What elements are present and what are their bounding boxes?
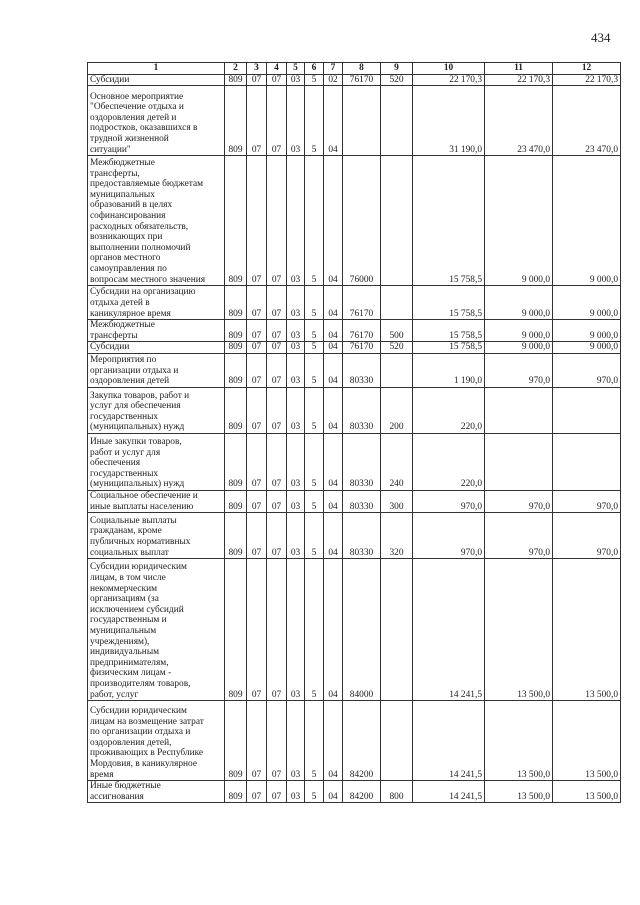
code-col4: 07 bbox=[267, 387, 287, 433]
amount-col11 bbox=[485, 387, 553, 433]
code-col5: 03 bbox=[287, 156, 305, 286]
column-header-5: 5 bbox=[287, 63, 305, 75]
code-col9: 500 bbox=[381, 320, 413, 342]
amount-col11: 13 500,0 bbox=[485, 781, 553, 803]
code-col7: 04 bbox=[324, 490, 343, 512]
code-col9 bbox=[381, 559, 413, 701]
code-col4: 07 bbox=[267, 781, 287, 803]
amount-col11: 22 170,3 bbox=[485, 74, 553, 86]
table-row bbox=[88, 342, 621, 354]
code-col6: 5 bbox=[305, 490, 324, 512]
code-col6: 5 bbox=[305, 286, 324, 320]
table-row bbox=[88, 286, 621, 320]
code-col5: 03 bbox=[287, 559, 305, 701]
code-col2: 809 bbox=[225, 320, 247, 342]
code-col7: 04 bbox=[324, 342, 343, 354]
code-col9 bbox=[381, 86, 413, 156]
column-header-1: 1 bbox=[88, 63, 225, 75]
table-row bbox=[88, 513, 621, 559]
code-col8 bbox=[343, 86, 381, 156]
amount-col12 bbox=[553, 387, 621, 433]
code-col3: 07 bbox=[247, 559, 267, 701]
code-col4: 07 bbox=[267, 86, 287, 156]
code-col7: 04 bbox=[324, 433, 343, 490]
code-col9 bbox=[381, 701, 413, 781]
code-col3: 07 bbox=[247, 387, 267, 433]
amount-col11: 970,0 bbox=[485, 353, 553, 387]
code-col9 bbox=[381, 156, 413, 286]
header-row bbox=[88, 63, 621, 75]
column-header-11: 11 bbox=[485, 63, 553, 75]
code-col4: 07 bbox=[267, 513, 287, 559]
code-col3: 07 bbox=[247, 86, 267, 156]
column-header-4: 4 bbox=[267, 63, 287, 75]
code-col8: 84200 bbox=[343, 781, 381, 803]
amount-col12: 13 500,0 bbox=[553, 701, 621, 781]
code-col3: 07 bbox=[247, 781, 267, 803]
amount-col10: 22 170,3 bbox=[413, 74, 485, 86]
code-col8: 80330 bbox=[343, 387, 381, 433]
code-col6: 5 bbox=[305, 387, 324, 433]
code-col6: 5 bbox=[305, 781, 324, 803]
amount-col10: 970,0 bbox=[413, 513, 485, 559]
table-row bbox=[88, 781, 621, 803]
code-col8: 80330 bbox=[343, 353, 381, 387]
code-col4: 07 bbox=[267, 559, 287, 701]
amount-col11: 9 000,0 bbox=[485, 342, 553, 354]
code-col7: 04 bbox=[324, 387, 343, 433]
code-col6: 5 bbox=[305, 701, 324, 781]
row-name: Иные бюджетные ассигнования bbox=[88, 781, 225, 803]
code-col8: 76170 bbox=[343, 320, 381, 342]
code-col4: 07 bbox=[267, 286, 287, 320]
row-name: Субсидии bbox=[88, 342, 225, 354]
code-col2: 809 bbox=[225, 74, 247, 86]
table-row bbox=[88, 490, 621, 512]
code-col7: 04 bbox=[324, 353, 343, 387]
amount-col10: 31 190,0 bbox=[413, 86, 485, 156]
amount-col10: 220,0 bbox=[413, 387, 485, 433]
code-col6: 5 bbox=[305, 74, 324, 86]
code-col3: 07 bbox=[247, 490, 267, 512]
code-col2: 809 bbox=[225, 86, 247, 156]
code-col6: 5 bbox=[305, 433, 324, 490]
code-col5: 03 bbox=[287, 701, 305, 781]
code-col3: 07 bbox=[247, 353, 267, 387]
table-body bbox=[88, 74, 621, 803]
row-name: Мероприятия по организации отдыха и оздоровления детей bbox=[88, 353, 225, 387]
row-name: Закупка товаров, работ и услуг для обеспечения государственных (муниципальных) нужд bbox=[88, 387, 225, 433]
row-name: Иные закупки товаров, работ и услуг для обеспечения государственных (муниципальных) нужд bbox=[88, 433, 225, 490]
amount-col10: 970,0 bbox=[413, 490, 485, 512]
code-col4: 07 bbox=[267, 353, 287, 387]
amount-col11: 970,0 bbox=[485, 513, 553, 559]
code-col8: 80330 bbox=[343, 490, 381, 512]
code-col4: 07 bbox=[267, 701, 287, 781]
code-col8: 76170 bbox=[343, 286, 381, 320]
code-col4: 07 bbox=[267, 320, 287, 342]
code-col3: 07 bbox=[247, 513, 267, 559]
amount-col12: 9 000,0 bbox=[553, 286, 621, 320]
amount-col10: 220,0 bbox=[413, 433, 485, 490]
code-col7: 04 bbox=[324, 513, 343, 559]
code-col4: 07 bbox=[267, 433, 287, 490]
code-col7: 04 bbox=[324, 286, 343, 320]
code-col8: 84000 bbox=[343, 559, 381, 701]
amount-col12: 13 500,0 bbox=[553, 559, 621, 701]
table-row bbox=[88, 353, 621, 387]
code-col5: 03 bbox=[287, 86, 305, 156]
code-col9: 240 bbox=[381, 433, 413, 490]
code-col5: 03 bbox=[287, 387, 305, 433]
code-col4: 07 bbox=[267, 342, 287, 354]
code-col6: 5 bbox=[305, 342, 324, 354]
amount-col11: 23 470,0 bbox=[485, 86, 553, 156]
code-col2: 809 bbox=[225, 559, 247, 701]
amount-col10: 15 758,5 bbox=[413, 156, 485, 286]
code-col9: 520 bbox=[381, 342, 413, 354]
table-row bbox=[88, 156, 621, 286]
column-header-7: 7 bbox=[324, 63, 343, 75]
code-col4: 07 bbox=[267, 74, 287, 86]
amount-col11: 970,0 bbox=[485, 490, 553, 512]
column-header-2: 2 bbox=[225, 63, 247, 75]
column-header-10: 10 bbox=[413, 63, 485, 75]
amount-col12: 970,0 bbox=[553, 490, 621, 512]
code-col2: 809 bbox=[225, 286, 247, 320]
code-col5: 03 bbox=[287, 320, 305, 342]
code-col8: 76000 bbox=[343, 156, 381, 286]
code-col7: 04 bbox=[324, 320, 343, 342]
column-header-8: 8 bbox=[343, 63, 381, 75]
code-col7: 04 bbox=[324, 781, 343, 803]
code-col2: 809 bbox=[225, 781, 247, 803]
code-col5: 03 bbox=[287, 433, 305, 490]
code-col9: 320 bbox=[381, 513, 413, 559]
amount-col12: 9 000,0 bbox=[553, 342, 621, 354]
row-name: Субсидии юридическим лицам на возмещение затрат по организации отдыха и оздоровления детей, проживающих в Республике Мордовия, в каникулярное время bbox=[88, 701, 225, 781]
column-header-9: 9 bbox=[381, 63, 413, 75]
code-col2: 809 bbox=[225, 156, 247, 286]
code-col5: 03 bbox=[287, 342, 305, 354]
code-col3: 07 bbox=[247, 342, 267, 354]
code-col9: 800 bbox=[381, 781, 413, 803]
amount-col11: 13 500,0 bbox=[485, 701, 553, 781]
row-name: Основное мероприятие "Обеспечение отдыха и оздоровления детей и подростков, оказавшихся в трудной жизненной ситуации" bbox=[88, 86, 225, 156]
code-col7: 04 bbox=[324, 701, 343, 781]
amount-col10: 14 241,5 bbox=[413, 701, 485, 781]
budget-table bbox=[87, 62, 621, 803]
amount-col12: 22 170,3 bbox=[553, 74, 621, 86]
amount-col12: 23 470,0 bbox=[553, 86, 621, 156]
code-col5: 03 bbox=[287, 74, 305, 86]
amount-col11: 9 000,0 bbox=[485, 156, 553, 286]
amount-col10: 15 758,5 bbox=[413, 286, 485, 320]
code-col4: 07 bbox=[267, 490, 287, 512]
code-col8: 80330 bbox=[343, 433, 381, 490]
code-col6: 5 bbox=[305, 513, 324, 559]
code-col2: 809 bbox=[225, 353, 247, 387]
amount-col12 bbox=[553, 433, 621, 490]
code-col3: 07 bbox=[247, 701, 267, 781]
code-col6: 5 bbox=[305, 86, 324, 156]
code-col5: 03 bbox=[287, 513, 305, 559]
code-col8: 76170 bbox=[343, 342, 381, 354]
amount-col12: 13 500,0 bbox=[553, 781, 621, 803]
code-col5: 03 bbox=[287, 490, 305, 512]
amount-col10: 15 758,5 bbox=[413, 320, 485, 342]
code-col9: 300 bbox=[381, 490, 413, 512]
table-row bbox=[88, 387, 621, 433]
code-col3: 07 bbox=[247, 74, 267, 86]
amount-col11: 9 000,0 bbox=[485, 320, 553, 342]
code-col5: 03 bbox=[287, 286, 305, 320]
amount-col10: 14 241,5 bbox=[413, 781, 485, 803]
amount-col10: 1 190,0 bbox=[413, 353, 485, 387]
amount-col12: 9 000,0 bbox=[553, 320, 621, 342]
row-name: Социальные выплаты гражданам, кроме публичных нормативных социальных выплат bbox=[88, 513, 225, 559]
code-col9: 200 bbox=[381, 387, 413, 433]
amount-col12: 970,0 bbox=[553, 353, 621, 387]
amount-col12: 970,0 bbox=[553, 513, 621, 559]
table-row bbox=[88, 701, 621, 781]
code-col7: 04 bbox=[324, 86, 343, 156]
table-row bbox=[88, 559, 621, 701]
code-col6: 5 bbox=[305, 320, 324, 342]
code-col8: 80330 bbox=[343, 513, 381, 559]
amount-col11 bbox=[485, 433, 553, 490]
code-col8: 84200 bbox=[343, 701, 381, 781]
code-col5: 03 bbox=[287, 781, 305, 803]
row-name: Межбюджетные трансферты bbox=[88, 320, 225, 342]
table-row bbox=[88, 433, 621, 490]
row-name: Субсидии bbox=[88, 74, 225, 86]
column-header-6: 6 bbox=[305, 63, 324, 75]
table-row bbox=[88, 74, 621, 86]
amount-col10: 14 241,5 bbox=[413, 559, 485, 701]
table-row bbox=[88, 86, 621, 156]
code-col3: 07 bbox=[247, 286, 267, 320]
code-col6: 5 bbox=[305, 156, 324, 286]
row-name: Субсидии юридическим лицам, в том числе некоммерческим организациям (за исключением субсидий государственным и муниципальным учреждениям), индивидуальным предпринимателям, физическим лицам - производителям товаров, работ, услуг bbox=[88, 559, 225, 701]
code-col4: 07 bbox=[267, 156, 287, 286]
row-name: Субсидии на организацию отдыха детей в каникулярное время bbox=[88, 286, 225, 320]
code-col3: 07 bbox=[247, 156, 267, 286]
code-col8: 76170 bbox=[343, 74, 381, 86]
code-col6: 5 bbox=[305, 559, 324, 701]
row-name: Социальное обеспечение и иные выплаты населению bbox=[88, 490, 225, 512]
code-col5: 03 bbox=[287, 353, 305, 387]
row-name: Межбюджетные трансферты, предоставляемые бюджетам муниципальных образований в целях софинансирования расходных обязательств, возникающих при выполнении полномочий органов местного самоуправления по вопросам местного значения bbox=[88, 156, 225, 286]
code-col6: 5 bbox=[305, 353, 324, 387]
code-col9 bbox=[381, 286, 413, 320]
table-row bbox=[88, 320, 621, 342]
code-col3: 07 bbox=[247, 433, 267, 490]
amount-col11: 9 000,0 bbox=[485, 286, 553, 320]
code-col2: 809 bbox=[225, 490, 247, 512]
code-col7: 04 bbox=[324, 156, 343, 286]
code-col3: 07 bbox=[247, 320, 267, 342]
code-col2: 809 bbox=[225, 387, 247, 433]
code-col2: 809 bbox=[225, 342, 247, 354]
column-header-3: 3 bbox=[247, 63, 267, 75]
amount-col10: 15 758,5 bbox=[413, 342, 485, 354]
code-col7: 02 bbox=[324, 74, 343, 86]
amount-col12: 9 000,0 bbox=[553, 156, 621, 286]
column-header-12: 12 bbox=[553, 63, 621, 75]
amount-col11: 13 500,0 bbox=[485, 559, 553, 701]
code-col2: 809 bbox=[225, 701, 247, 781]
code-col9: 520 bbox=[381, 74, 413, 86]
code-col2: 809 bbox=[225, 433, 247, 490]
code-col9 bbox=[381, 353, 413, 387]
page-number: 434 bbox=[591, 30, 611, 45]
code-col7: 04 bbox=[324, 559, 343, 701]
code-col2: 809 bbox=[225, 513, 247, 559]
